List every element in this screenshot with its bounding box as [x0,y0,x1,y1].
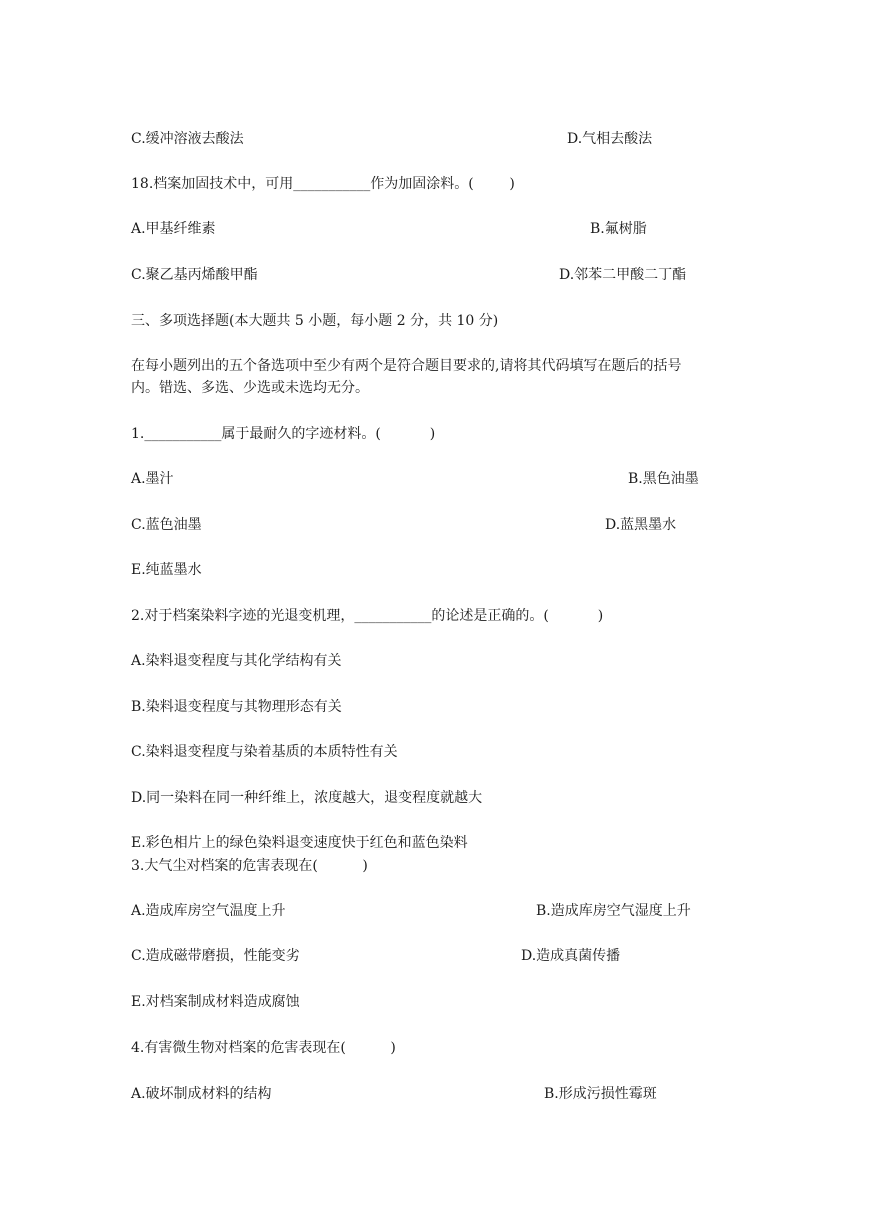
mq2-option-c: C.染料退变程度与染着基质的本质特性有关 [131,744,398,760]
q18-option-c: C.聚乙基丙烯酸甲酯 [131,267,258,283]
section3-instruction-line1: 在每小题列出的五个备选项中至少有两个是符合题目要求的,请将其代码填写在题后的括号 [131,358,682,374]
mq1-option-c: C.蓝色油墨 [131,517,202,533]
q18-option-d: D.邻苯二甲酸二丁酯 [559,267,687,283]
mq3-option-c: C.造成磁带磨损，性能变劣 [131,948,300,964]
mq3-option-e: E.对档案制成材料造成腐蚀 [131,994,300,1010]
mq1-option-b: B.黑色油墨 [628,471,699,487]
mq2-option-e: E.彩色相片上的绿色染料退变速度快于红色和蓝色染料 [131,835,468,851]
mq3-stem: 3.大气尘对档案的危害表现在( ) [131,858,368,874]
mq1-option-a: A.墨汁 [131,471,174,487]
mq3-option-d: D.造成真菌传播 [521,948,621,964]
mq1-stem: 1.___________属于最耐久的字迹材料。( ) [131,426,436,442]
q18-option-a: A.甲基纤维素 [131,221,216,237]
mq4-option-b: B.形成污损性霉斑 [544,1086,657,1102]
q17-option-c: C.缓冲溶液去酸法 [131,131,244,147]
mq2-option-a: A.染料退变程度与其化学结构有关 [131,653,342,669]
q18-option-b: B.氟树脂 [590,221,647,237]
section3-title: 三、多项选择题(本大题共 5 小题，每小题 2 分，共 10 分) [131,313,499,329]
mq1-option-e: E.纯蓝墨水 [131,562,202,578]
section3-instruction-line2: 内。错选、多选、少选或未选均无分。 [131,380,369,396]
mq2-stem: 2.对于档案染料字迹的光退变机理，___________的论述是正确的。( ) [131,608,604,624]
mq2-option-d: D.同一染料在同一种纤维上，浓度越大，退变程度就越大 [131,790,483,806]
q17-option-d: D.气相去酸法 [567,131,653,147]
mq1-option-d: D.蓝黑墨水 [605,517,677,533]
mq4-option-a: A.破坏制成材料的结构 [131,1086,272,1102]
mq3-option-b: B.造成库房空气湿度上升 [536,903,691,919]
mq4-stem: 4.有害微生物对档案的危害表现在( ) [131,1040,396,1056]
mq3-option-a: A.造成库房空气温度上升 [131,903,286,919]
q18-stem: 18.档案加固技术中，可用___________作为加固涂料。( ) [131,176,515,192]
mq2-option-b: B.染料退变程度与其物理形态有关 [131,699,342,715]
